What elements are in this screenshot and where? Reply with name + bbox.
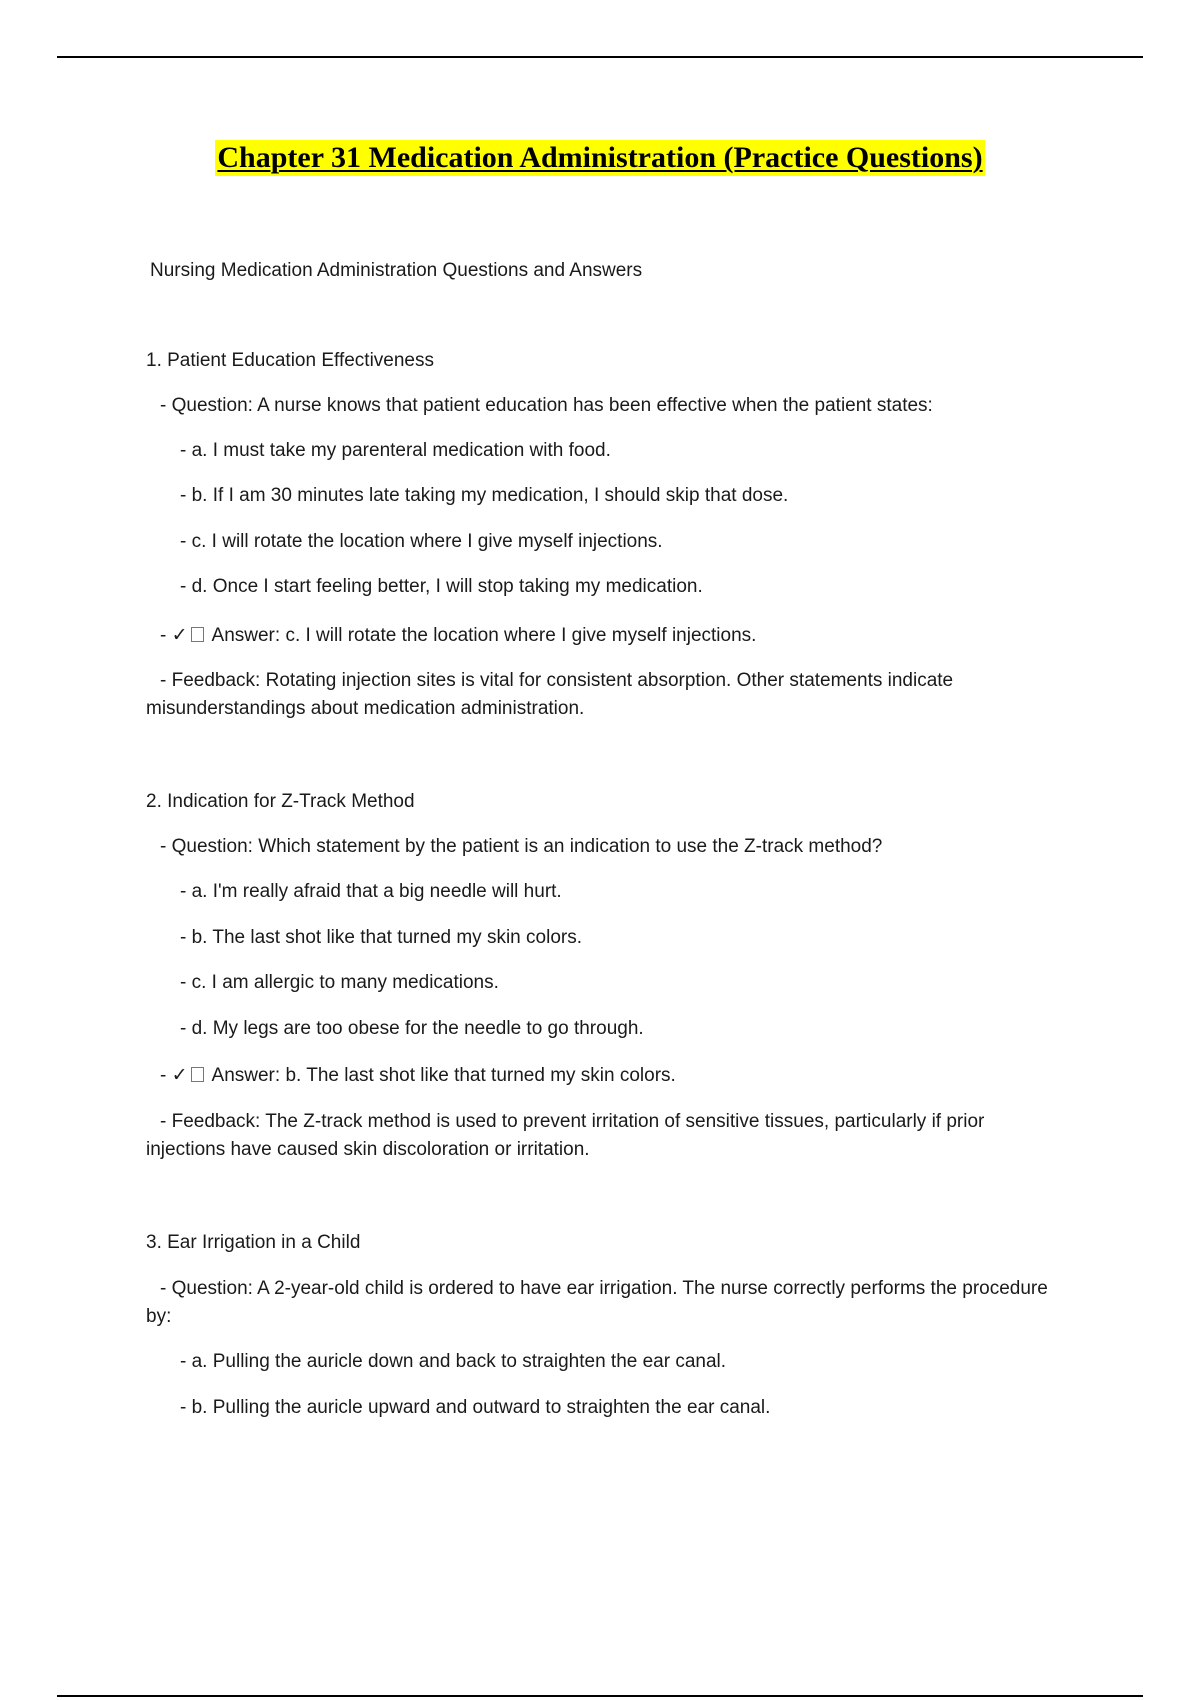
question-3-option-b: - b. Pulling the auricle upward and outward to straighten the ear canal. — [180, 1397, 771, 1418]
checkbox-icon — [191, 1067, 204, 1082]
question-1-answer — [160, 621, 756, 650]
question-1-option-b: - b. If I am 30 minutes late taking my medication, I should skip that dose. — [180, 485, 789, 506]
checkbox-icon — [191, 627, 204, 642]
question-1-heading: 1. Patient Education Effectiveness — [146, 350, 434, 371]
question-1-option-a: - a. I must take my parenteral medication with food. — [180, 440, 611, 461]
document-title: Chapter 31 Medication Administration (Practice Questions) — [217, 141, 983, 174]
title-container — [0, 140, 1200, 176]
answer-prefix: - — [160, 625, 172, 646]
question-2-answer-text: Answer: b. The last shot like that turned my skin colors. — [211, 1065, 676, 1086]
answer-prefix: - — [160, 1065, 172, 1086]
question-2-option-d: - d. My legs are too obese for the needle to go through. — [180, 1018, 644, 1039]
question-2-option-a: - a. I'm really afraid that a big needle will hurt. — [180, 881, 562, 902]
document-subtitle: Nursing Medication Administration Questions and Answers — [150, 260, 643, 281]
question-1-answer-text: Answer: c. I will rotate the location where I give myself injections. — [211, 625, 757, 646]
question-2-text: - Question: Which statement by the patient is an indication to use the Z-track method? — [160, 836, 883, 857]
question-3-heading: 3. Ear Irrigation in a Child — [146, 1232, 361, 1253]
question-2-option-c: - c. I am allergic to many medications. — [180, 972, 499, 993]
question-1-feedback: - Feedback: Rotating injection sites is vital for consistent absorption. Other statements indicate misunderstandings about medication administration. — [146, 670, 954, 719]
checkmark-icon: ✓ — [171, 624, 188, 646]
question-2-answer — [160, 1061, 676, 1090]
question-1-option-c: - c. I will rotate the location where I give myself injections. — [180, 531, 663, 552]
question-2-heading: 2. Indication for Z-Track Method — [146, 791, 415, 812]
top-rule — [57, 56, 1143, 58]
bottom-rule — [57, 1695, 1143, 1697]
question-2-feedback: - Feedback: The Z-track method is used to prevent irritation of sensitive tissues, particularly if prior injections have caused skin discoloration or irritation. — [146, 1111, 985, 1160]
question-3-option-a: - a. Pulling the auricle down and back to straighten the ear canal. — [180, 1351, 727, 1372]
question-1-option-d: - d. Once I start feeling better, I will stop taking my medication. — [180, 576, 703, 597]
question-2-option-b: - b. The last shot like that turned my skin colors. — [180, 927, 582, 948]
question-3-text: - Question: A 2-year-old child is ordered to have ear irrigation. The nurse correctly performs the procedure by: — [146, 1278, 1048, 1327]
question-1-text: - Question: A nurse knows that patient education has been effective when the patient states: — [160, 395, 933, 416]
checkmark-icon: ✓ — [171, 1064, 188, 1086]
